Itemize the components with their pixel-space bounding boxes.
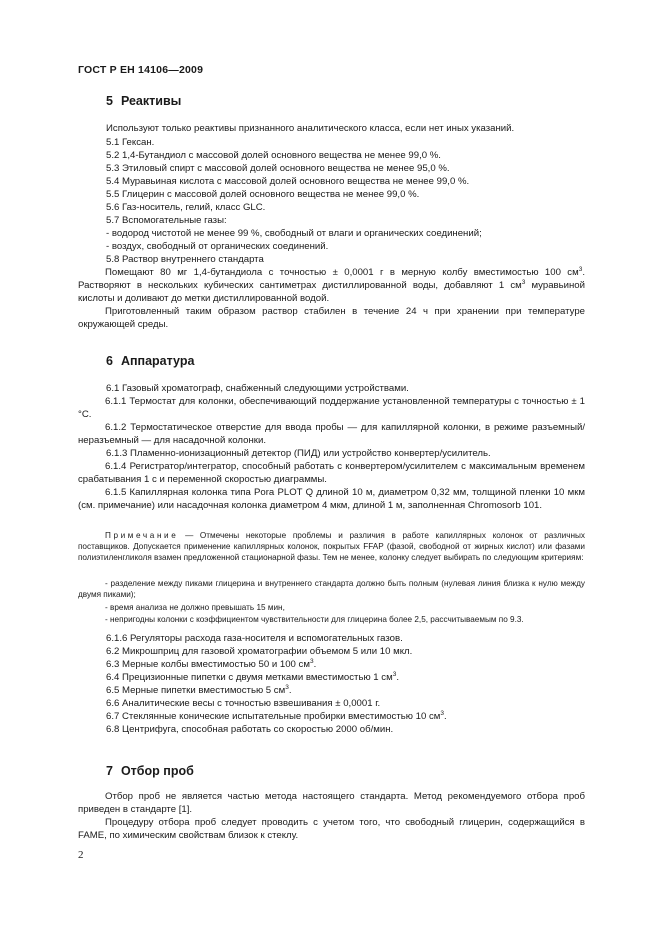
item-5-7-bullet-hydrogen: - водород чистотой не менее 99 %, свободный от влаги и органических соединений; [106, 228, 482, 239]
note-label: Примечание [105, 531, 179, 540]
document-header: ГОСТ Р ЕН 14106—2009 [78, 64, 204, 76]
item-6-8: 6.8 Центрифуга, способная работать со скоростью 2000 об/мин. [106, 724, 394, 735]
paragraph-5-8-preparation: Помещают 80 мг 1,4-бутандиола с точностью ± 0,0001 г в мерную колбу вместимостью 100 $см^3$. Растворяют в нескольких кубических сантиметрах дистиллированной воды, добавляют 1 $см^3$ муравьиной кислоты и доливают до метки дистиллированной водой. [78, 266, 585, 304]
section-7-paragraph-1: Отбор проб не является частью метода настоящего стандарта. Метод рекомендуемого отбора проб приведен в стандарте [1]. [78, 791, 585, 815]
item-6-1-6: 6.1.6 Регуляторы расхода газа-носителя и вспомогательных газов. [106, 633, 403, 644]
item-5-1: 5.1 Гексан. [106, 137, 155, 148]
section-7-heading [106, 764, 194, 778]
page-number: 2 [78, 849, 84, 861]
item-6-1-4: 6.1.4 Регистратор/интегратор, способный работать с конвертером/усилителем с максимальным временем срабатывания 1 с и переменной скоростью диаграммы. [78, 461, 585, 485]
item-5-7: 5.7 Вспомогательные газы: [106, 215, 227, 226]
item-6-3: 6.3 Мерные колбы вместимостью 50 и 100 $см^3$. [106, 658, 317, 670]
item-6-7: 6.7 Стеклянные конические испытательные пробирки вместимостью 10 $см^3$. [106, 710, 447, 722]
section-7-number: 7 [106, 764, 113, 778]
item-5-6: 5.6 Газ-носитель, гелий, класс GLC. [106, 202, 266, 213]
item-5-4: 5.4 Муравьиная кислота с массовой долей основного вещества не менее 99,0 %. [106, 176, 470, 187]
item-5-3: 5.3 Этиловый спирт с массовой долей основного вещества не менее 95,0 %. [106, 163, 450, 174]
item-6-4: 6.4 Прецизионные пипетки с двумя метками вместимостью 1 $см^3$. [106, 671, 399, 683]
item-6-1-1: 6.1.1 Термостат для колонки, обеспечивающий поддержание установленной температуры с точностью ± 1 °С. [78, 396, 585, 420]
note-criterion-separation: - разделение между пиками глицерина и внутреннего стандарта должно быть полным (нулевая линия близка к нулю между двумя пиками); [78, 579, 585, 600]
paragraph-5-8-stability: Приготовленный таким образом раствор стабилен в течение 24 ч при хранении при температуре окружающей среды. [78, 306, 585, 330]
item-5-5: 5.5 Глицерин с массовой долей основного вещества не менее 99,0 %. [106, 189, 420, 200]
note-columns: Примечание — Отмечены некоторые проблемы и различия в работе капиллярных колонок от различных поставщиков. Допускается применение капиллярных колонок, покрытых FFAP (фазой, свободной от жирных кислот) или фазами полиэтиленгликоля взамен предложенной стационарной фазы. Тем не менее, колонку следует выбирать по следующим критериям: [78, 531, 585, 563]
section-6-heading [106, 354, 194, 368]
section-5-intro: Используют только реактивы признанного аналитического класса, если нет иных указаний. [106, 123, 515, 134]
section-6-title: Аппаратура [120, 354, 195, 368]
item-6-5: 6.5 Мерные пипетки вместимостью 5 $см^3$. [106, 684, 292, 696]
note-criterion-sensitivity: - непригодны колонки с коэффициентом чувствительности для глицерина более 2,5, рассчитываемым по 9.3. [105, 615, 524, 624]
item-6-1: 6.1 Газовый хроматограф, снабженный следующими устройствами. [106, 383, 409, 394]
section-5-title: Реактивы [120, 94, 182, 108]
item-6-2: 6.2 Микрошприц для газовой хроматографии объемом 5 или 10 мкл. [106, 646, 413, 657]
note-criterion-time: - время анализа не должно превышать 15 мин, [105, 603, 285, 612]
item-6-1-5: 6.1.5 Капиллярная колонка типа Pora PLOT Q длиной 10 м, диаметром 0,32 мм, толщиной пленки 10 мкм (см. примечание) или насадочная колонка диаметром 4 мкм, длиной 1 м, заполненная Chromosorb 101. [78, 487, 585, 511]
section-6-number: 6 [106, 354, 113, 368]
section-7-paragraph-2: Процедуру отбора проб следует проводить с учетом того, что свободный глицерин, содержащийся в FAME, по химическим свойствам близок к стеклу. [78, 817, 585, 841]
item-6-1-2: 6.1.2 Термостатическое отверстие для ввода пробы — для капиллярной колонки, в режиме разъемный/неразъемный — для насадочной колонки. [78, 422, 585, 446]
section-5-heading [106, 94, 181, 108]
item-6-1-3: 6.1.3 Пламенно-ионизационный детектор (ПИД) или устройство конвертер/усилитель. [106, 448, 491, 459]
item-6-6: 6.6 Аналитические весы с точностью взвешивания ± 0,0001 г. [106, 698, 381, 709]
item-5-8: 5.8 Раствор внутреннего стандарта [106, 254, 264, 265]
section-5-number: 5 [106, 94, 113, 108]
section-7-title: Отбор проб [120, 764, 194, 778]
item-5-2: 5.2 1,4-Бутандиол с массовой долей основного вещества не менее 99,0 %. [106, 150, 441, 161]
item-5-7-bullet-air: - воздух, свободный от органических соединений. [106, 241, 329, 252]
